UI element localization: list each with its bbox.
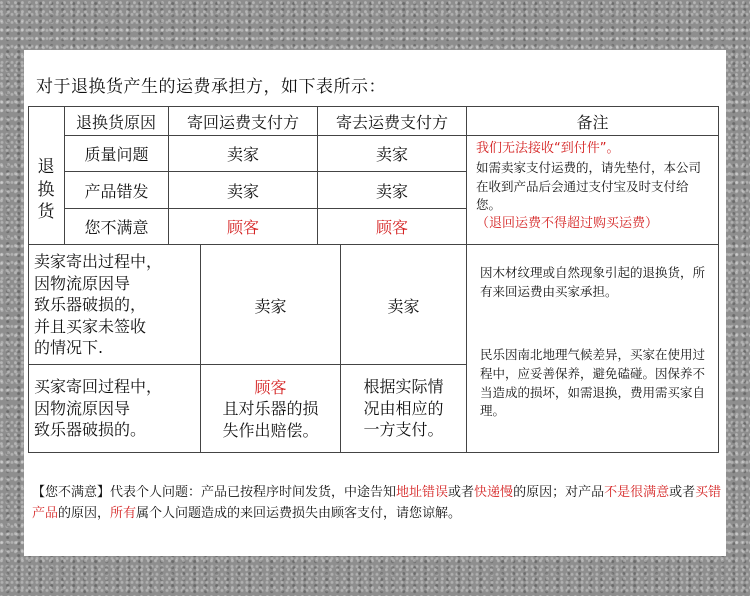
group-label-cell — [28, 136, 64, 244]
footer-highlight: 不是很满意 — [604, 485, 670, 500]
note-prepay: 如需卖家支付运费的，请先垫付，本公司在收到产品后会通过支付宝及时支付给您。 — [476, 159, 702, 213]
footer-highlight: 买错产品 — [32, 485, 722, 522]
damage-back-send-payer: 根据实际情 况由相应的 一方支付。 — [363, 377, 444, 440]
footer-text: 属个人问题造成的来回运费损失由顾客支付，请您谅解。 — [136, 506, 462, 522]
footer-text: 的原因， — [58, 506, 111, 522]
row-reason: 产品错发 — [84, 181, 149, 201]
footer-note — [32, 482, 722, 525]
row-send-payer: 顾客 — [375, 218, 408, 237]
note-limit: （退回运费不得超过购买运费） — [476, 216, 659, 232]
damage-out-send-payer: 卖家 — [387, 296, 420, 316]
row-reason: 质量问题 — [84, 145, 149, 164]
header-return-payer: 寄回运费支付方 — [186, 112, 299, 132]
damage-out-reason: 卖家寄出过程中， 因物流原因导 致乐器破损的， 并且买家未签收 的情况下. — [34, 252, 163, 358]
note-top — [476, 140, 712, 242]
footer-highlight: 所有 — [110, 506, 137, 522]
group-label: 退换货 — [37, 156, 55, 223]
note-no-cod: 我们无法接收“到付件”。 — [476, 141, 620, 156]
page-title: 对于退换货产生的运费承担方，如下表所示： — [36, 77, 386, 97]
footer-highlight: 地址错误 — [396, 485, 449, 500]
damage-back-compensation: 且对乐器的损 失作出赔偿。 — [222, 399, 319, 440]
footer-highlight: 快递慢 — [474, 485, 514, 500]
damage-back-reason: 买家寄回过程中， 因物流原因导 致乐器破损的。 — [34, 377, 163, 440]
footer-text: 【您不满意】代表个人问题：产品已按程序时间发货，中途告知 — [32, 485, 397, 500]
row-send-payer: 卖家 — [375, 145, 408, 164]
damage-back-customer: 顾客 — [254, 378, 287, 398]
row-return-payer: 卖家 — [226, 181, 259, 201]
row-return-payer: 顾客 — [226, 218, 259, 237]
header-reason: 退换货原因 — [75, 112, 156, 132]
damage-back-return-payer — [201, 365, 340, 452]
footer-text: 或者 — [448, 485, 475, 500]
note-wood-grain: 因木材纹理或自然现象引起的退换货，所有来回运费由买家承担。 — [480, 265, 706, 299]
header-note: 备注 — [576, 112, 609, 132]
row-return-payer: 卖家 — [226, 145, 259, 164]
note-climate: 民乐因南北地理气候差异，买家在使用过程中，应妥善保养，避免磕碰。因保养不当造成的损坏，如需退换，费用需买家自理。 — [480, 347, 706, 419]
row-send-payer: 卖家 — [375, 181, 408, 201]
info-card — [24, 50, 726, 556]
footer-text: 或者 — [669, 485, 696, 500]
damage-out-return-payer: 卖家 — [254, 296, 287, 316]
row-reason: 您不满意 — [84, 218, 149, 237]
footer-text: 的原因；对产品 — [513, 485, 605, 500]
header-send-payer: 寄去运费支付方 — [335, 112, 448, 132]
